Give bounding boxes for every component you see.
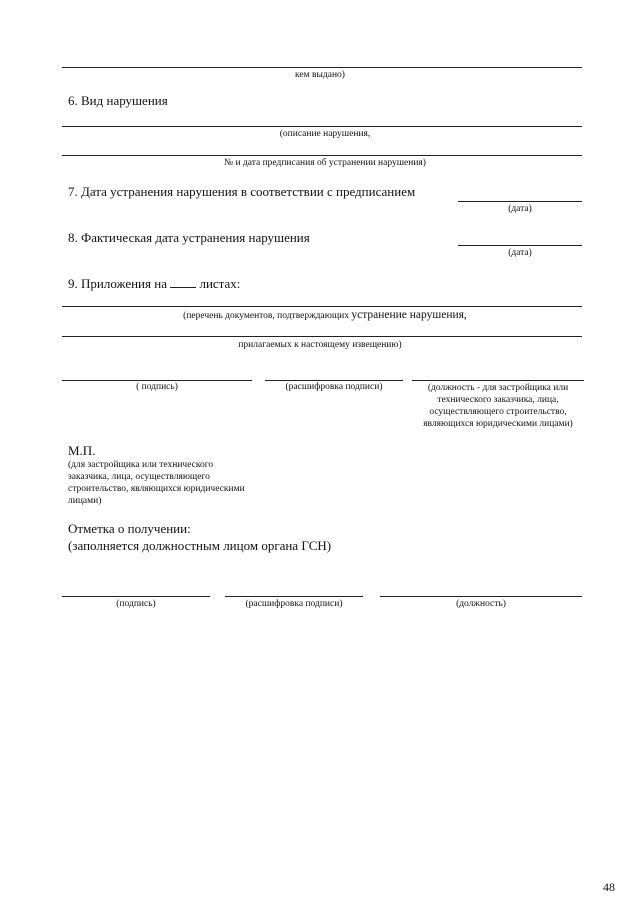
item-8-label: 8. Фактическая дата устранения нарушения (68, 230, 310, 245)
decoding-caption-2: (расшифровка подписи) (245, 599, 343, 609)
issued-by-caption: кем выдано) (295, 70, 345, 80)
item-6-label: 6. Вид нарушения (68, 93, 168, 108)
issued-by-line (62, 67, 582, 68)
signature-line-2[interactable] (62, 596, 210, 597)
stamp-note: (для застройщика или технического заказчика, лица, осуществляющего строительство, являющихся юридическими лицами) (68, 460, 245, 506)
item-9-label-suffix: листах: (199, 276, 241, 291)
signature-caption-2: (подпись) (116, 599, 156, 609)
stamp-label: М.П. (68, 443, 96, 458)
position-caption-2: (должность) (456, 599, 506, 609)
documents-list-caption (155, 309, 495, 321)
item-9-label-prefix: 9. Приложения на (68, 276, 167, 291)
position-caption-1: (должность - для застройщика или технического заказчика, лица, осуществляющего строительство, являющихся юридическими лицами) (423, 383, 573, 429)
position-line-1[interactable] (412, 380, 584, 381)
signature-line-1[interactable] (62, 380, 252, 381)
actual-date-caption: (дата) (508, 248, 532, 258)
attached-documents-caption: прилагаемых к настоящему извещению) (238, 340, 402, 350)
attached-documents-line[interactable] (62, 336, 582, 337)
planned-date-caption: (дата) (508, 204, 532, 214)
page-number: 48 (603, 880, 615, 894)
actual-date-line[interactable] (458, 245, 582, 246)
decoding-line-1[interactable] (265, 380, 403, 381)
item-9-label (68, 276, 240, 292)
position-line-2[interactable] (380, 596, 582, 597)
documents-list-caption-part1: (перечень документов, подтверждающих (183, 311, 349, 321)
prescription-line[interactable] (62, 155, 582, 156)
documents-list-caption-part2: устранение нарушения, (351, 309, 467, 321)
item-7-label: 7. Дата устранения нарушения в соответствии с предписанием (68, 184, 416, 199)
violation-description-line[interactable] (62, 126, 582, 127)
sheet-count-blank[interactable] (170, 277, 196, 288)
decoding-caption-1: (расшифровка подписи) (285, 382, 383, 392)
prescription-caption: № и дата предписания об устранении нарушения) (224, 158, 426, 168)
decoding-line-2[interactable] (225, 596, 363, 597)
violation-description-caption: (описание нарушения, (279, 129, 371, 139)
receipt-title: Отметка о получении: (68, 521, 191, 536)
documents-list-line[interactable] (62, 306, 582, 307)
receipt-subtitle: (заполняется должностным лицом органа ГСН) (68, 538, 332, 553)
signature-caption-1: ( подпись) (136, 382, 178, 392)
planned-date-line[interactable] (458, 201, 582, 202)
